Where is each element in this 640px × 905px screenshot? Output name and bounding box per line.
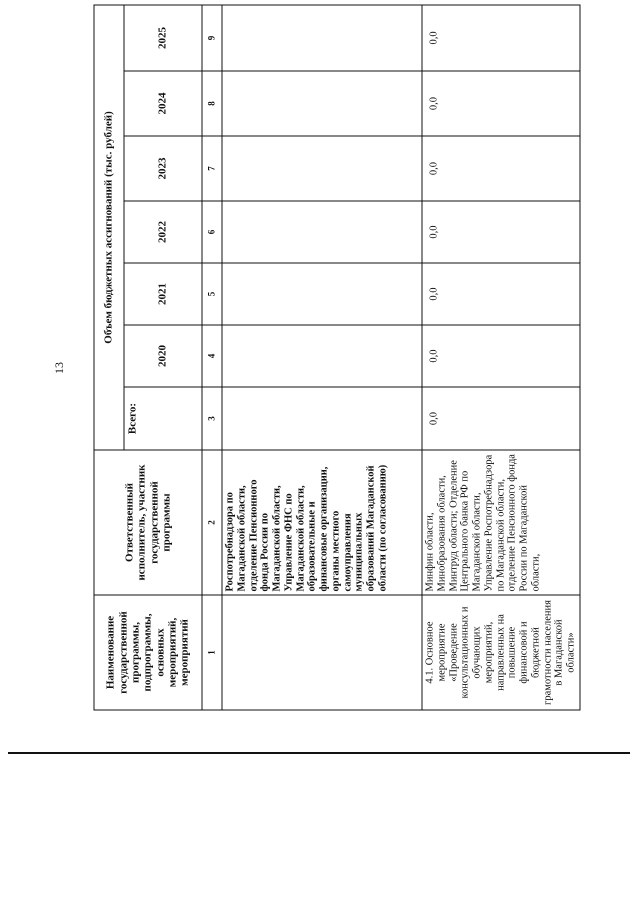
row-value <box>222 4 422 70</box>
header-program-name: Наименование государственной программы, подпрограммы, основных мероприятий, мероприятий <box>94 595 202 710</box>
header-total: Всего: <box>124 387 202 450</box>
table-row <box>222 4 422 709</box>
column-number: 5 <box>202 263 222 325</box>
page-number: 13 <box>52 362 66 374</box>
budget-table <box>93 4 580 710</box>
header-row-1 <box>94 4 124 709</box>
header-year-2025: 2025 <box>124 4 202 70</box>
header-year-2024: 2024 <box>124 71 202 136</box>
column-number: 2 <box>202 450 222 595</box>
header-year-2021: 2021 <box>124 263 202 325</box>
header-year-2023: 2023 <box>124 136 202 201</box>
row-name <box>222 595 422 710</box>
row-total <box>222 387 422 450</box>
row-name: 4.1. Основное мероприятие «Проведение консультационных и обучающих мероприятий, направленных на повышение финансовой и бюджетной грамотности населения в Магаданской области» <box>422 595 580 710</box>
row-value <box>222 325 422 387</box>
column-number: 3 <box>202 387 222 450</box>
row-value <box>222 201 422 263</box>
column-number: 7 <box>202 136 222 201</box>
row-value: 0,0 <box>422 4 580 70</box>
header-year-2020: 2020 <box>124 325 202 387</box>
row-total: 0,0 <box>422 387 580 450</box>
table-row <box>422 4 580 709</box>
row-value: 0,0 <box>422 136 580 201</box>
column-number-row <box>202 4 222 709</box>
column-number: 6 <box>202 201 222 263</box>
row-responsible: Минфин области, Минобразования области, Минтруд области; Отделение Центрального банка РФ по Магаданской области, Управление Роспотребнадзора по Магаданской области, отделение Пенсионного фонда России по Магаданской области, <box>422 450 580 595</box>
row-value <box>222 136 422 201</box>
column-number: 9 <box>202 4 222 70</box>
column-number: 8 <box>202 71 222 136</box>
column-number: 4 <box>202 325 222 387</box>
row-value <box>222 263 422 325</box>
header-budget-volume: Объем бюджетных ассигнований (тыс. рублей) <box>94 4 124 449</box>
row-responsible: Роспотребнадзора по Магаданской области, отделение Пенсионного фонда России по Магаданской области, Управление ФНС по Магаданской области, образовательные и финансовые организации, органы местного самоуправления муниципальных образований Магаданской области (по согласованию) <box>222 450 422 595</box>
row-value: 0,0 <box>422 263 580 325</box>
horizontal-rule <box>8 752 630 754</box>
row-value: 0,0 <box>422 325 580 387</box>
row-value <box>222 71 422 136</box>
row-value: 0,0 <box>422 71 580 136</box>
column-number: 1 <box>202 595 222 710</box>
header-responsible: Ответственный исполнитель, участник государственной программы <box>94 450 202 595</box>
header-year-2022: 2022 <box>124 201 202 263</box>
budget-table-container <box>93 5 576 710</box>
row-value: 0,0 <box>422 201 580 263</box>
